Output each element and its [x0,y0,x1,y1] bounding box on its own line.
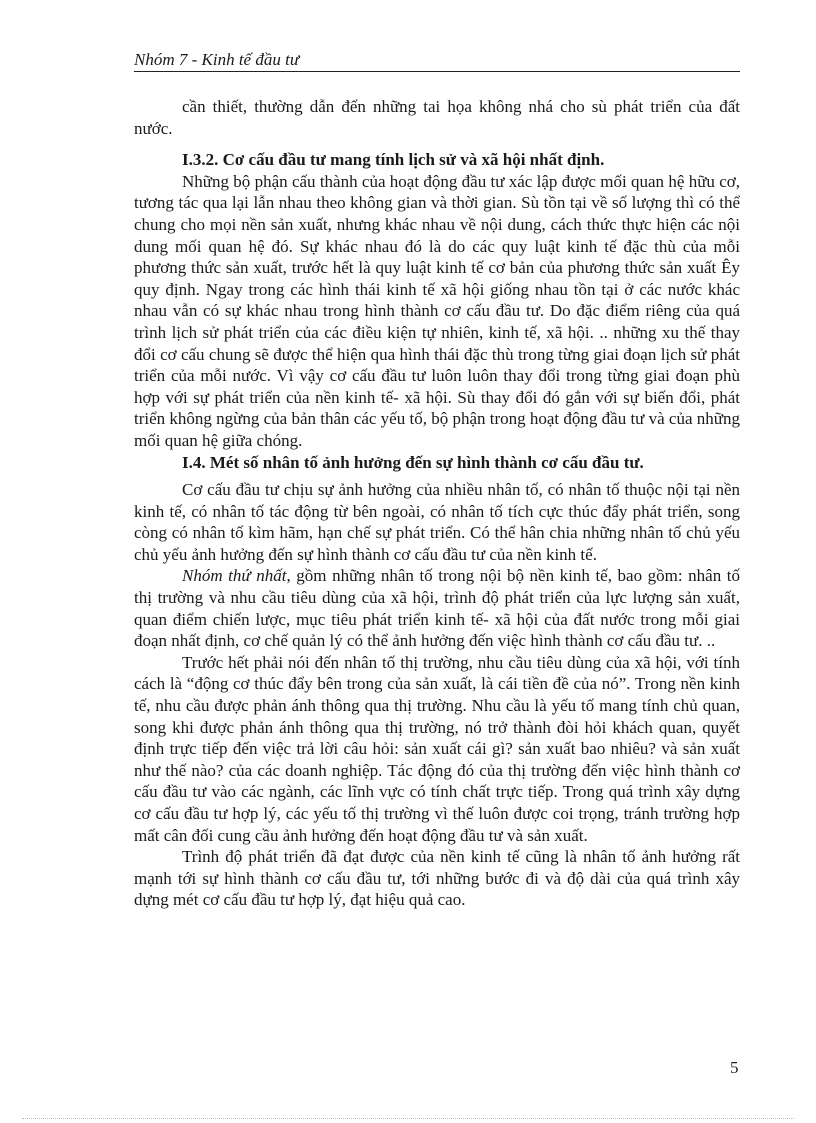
paragraph: Cơ cấu đầu tư chịu sự ảnh hưởng của nhiều nhân tố, có nhân tố thuộc nội tại nền kinh tế, có nhân tố tác động từ bên ngoài, có nhân tố tích cực thúc đẩy phát triển, song còng có nhân tố kìm hãm, hạn chế sự phát triển. Có thể hân chia những nhân tố chủ yếu chủ yếu ảnh hưởng đến sự hình thành cơ cấu đầu tư của nền kinh tế. [134,480,740,564]
paragraph: cần thiết, thường dẫn đến những tai họa không nhá cho sù phát triển của đất nước. [134,97,740,138]
header-title: Nhóm 7 - Kinh tế đầu tư [134,50,300,69]
paragraph: Trình độ phát triển đã đạt được của nền kinh tế cũng là nhân tố ảnh hưởng rất mạnh tới sự hình thành cơ cấu đầu tư, tới những bước đi và độ dài của quá trình xây dựng mét cơ cấu đầu tư hợp lý, đạt hiệu quả cao. [134,847,740,910]
paragraph-text: , gồm những nhân tố trong nội bộ nền kinh tế, bao gồm: nhân tố thị trường và nhu cầu tiêu dùng của xã hội, trình độ phát triển của lực lượng sản xuất, quan điểm chiến lược, mục tiêu phát triển kinh tế- xã hội của đất nước trong mỗi giai đoạn nhất định, cơ chế quản lý có thể ảnh hưởng đến việc hình thành cơ cấu đầu tư. .. [134,566,740,651]
page-header [134,50,740,72]
section-heading-1-4: I.4. Mét số nhân tố ảnh hưởng đến sự hình thành cơ cấu đầu tư. [182,452,644,472]
document-body [134,96,740,911]
page-number: 5 [730,1058,739,1077]
italic-term: Nhóm thứ nhất [182,566,287,586]
paragraph: Những bộ phận cấu thành của hoạt động đầu tư xác lập được mối quan hệ hữu cơ, tương tác qua lại lẫn nhau theo không gian và thời gian. Sù tồn tại về số lượng thì có thể chung cho mọi nền sản xuất, nhưng khác nhau về nội dung, cách thức thực hiện các nội dung mối quan hệ đó. Sự khác nhau đó là do các quy luật kinh tế đặc thù của mỗi phương thức sản xuất, trước hết là quy luật kinh tế cơ bản của phương thức sản xuất Êy quy định. Ngay trong các hình thái kinh tế xã hội giống nhau tồn tại ở các nước khác nhau vẫn có sự khác nhau trong hình thành cơ cấu đầu tư. Do đặc điểm riêng của quá trình lịch sử phát triển của các điều kiện tự nhiên, kinh tế, xã hội. .. những xu thế thay đổi cơ cấu chung sẽ được thể hiện qua hình thái đặc thù trong từng giai đoạn lịch sử phát triển của mỗi nước. Vì vậy cơ cấu đầu tư luôn luôn thay đổi trong từng giai đoạn phù hợp với sự phát triển của nền kinh tế- xã hội. Sù thay đổi đó gắn với sự biến đổi, phát triển không ngừng của bản thân các yếu tố, bộ phận trong hoạt động đầu tư và của những mối quan hệ giữa chóng. [134,171,740,450]
page-edge-divider [22,1118,794,1119]
paragraph [134,565,740,651]
paragraph: Trước hết phải nói đến nhân tố thị trường, nhu cầu tiêu dùng của xã hội, với tính cách là “động cơ thúc đẩy bên trong của sản xuất, là cái tiền đề của nó”. Trong nền kinh tế, nhu cầu được phản ánh thông qua thị trường. Nhu cầu là yếu tố mang tính chủ quan, song khi được phản ánh thông qua thị trường, nó trở thành đòi hỏi khách quan, quyết định trực tiếp đến việc trả lời câu hỏi: sản xuất cái gì? sản xuất bao nhiêu? và sản xuất như thế nào? của các doanh nghiệp. Tác động đó của thị trường đến việc hình thành cơ cấu đầu tư vào các ngành, các lĩnh vực có tính chất trực tiếp. Trong quá trình xây dựng cơ cấu đầu tư hợp lý, các yếu tố thị trường vì thế luôn được coi trọng, tránh trường hợp mất cân đối cung cầu ảnh hưởng đến hoạt động đầu tư và sản xuất. [134,652,740,845]
section-heading-1-3-2: I.3.2. Cơ cấu đầu tư mang tính lịch sử và xã hội nhất định. [182,150,605,170]
